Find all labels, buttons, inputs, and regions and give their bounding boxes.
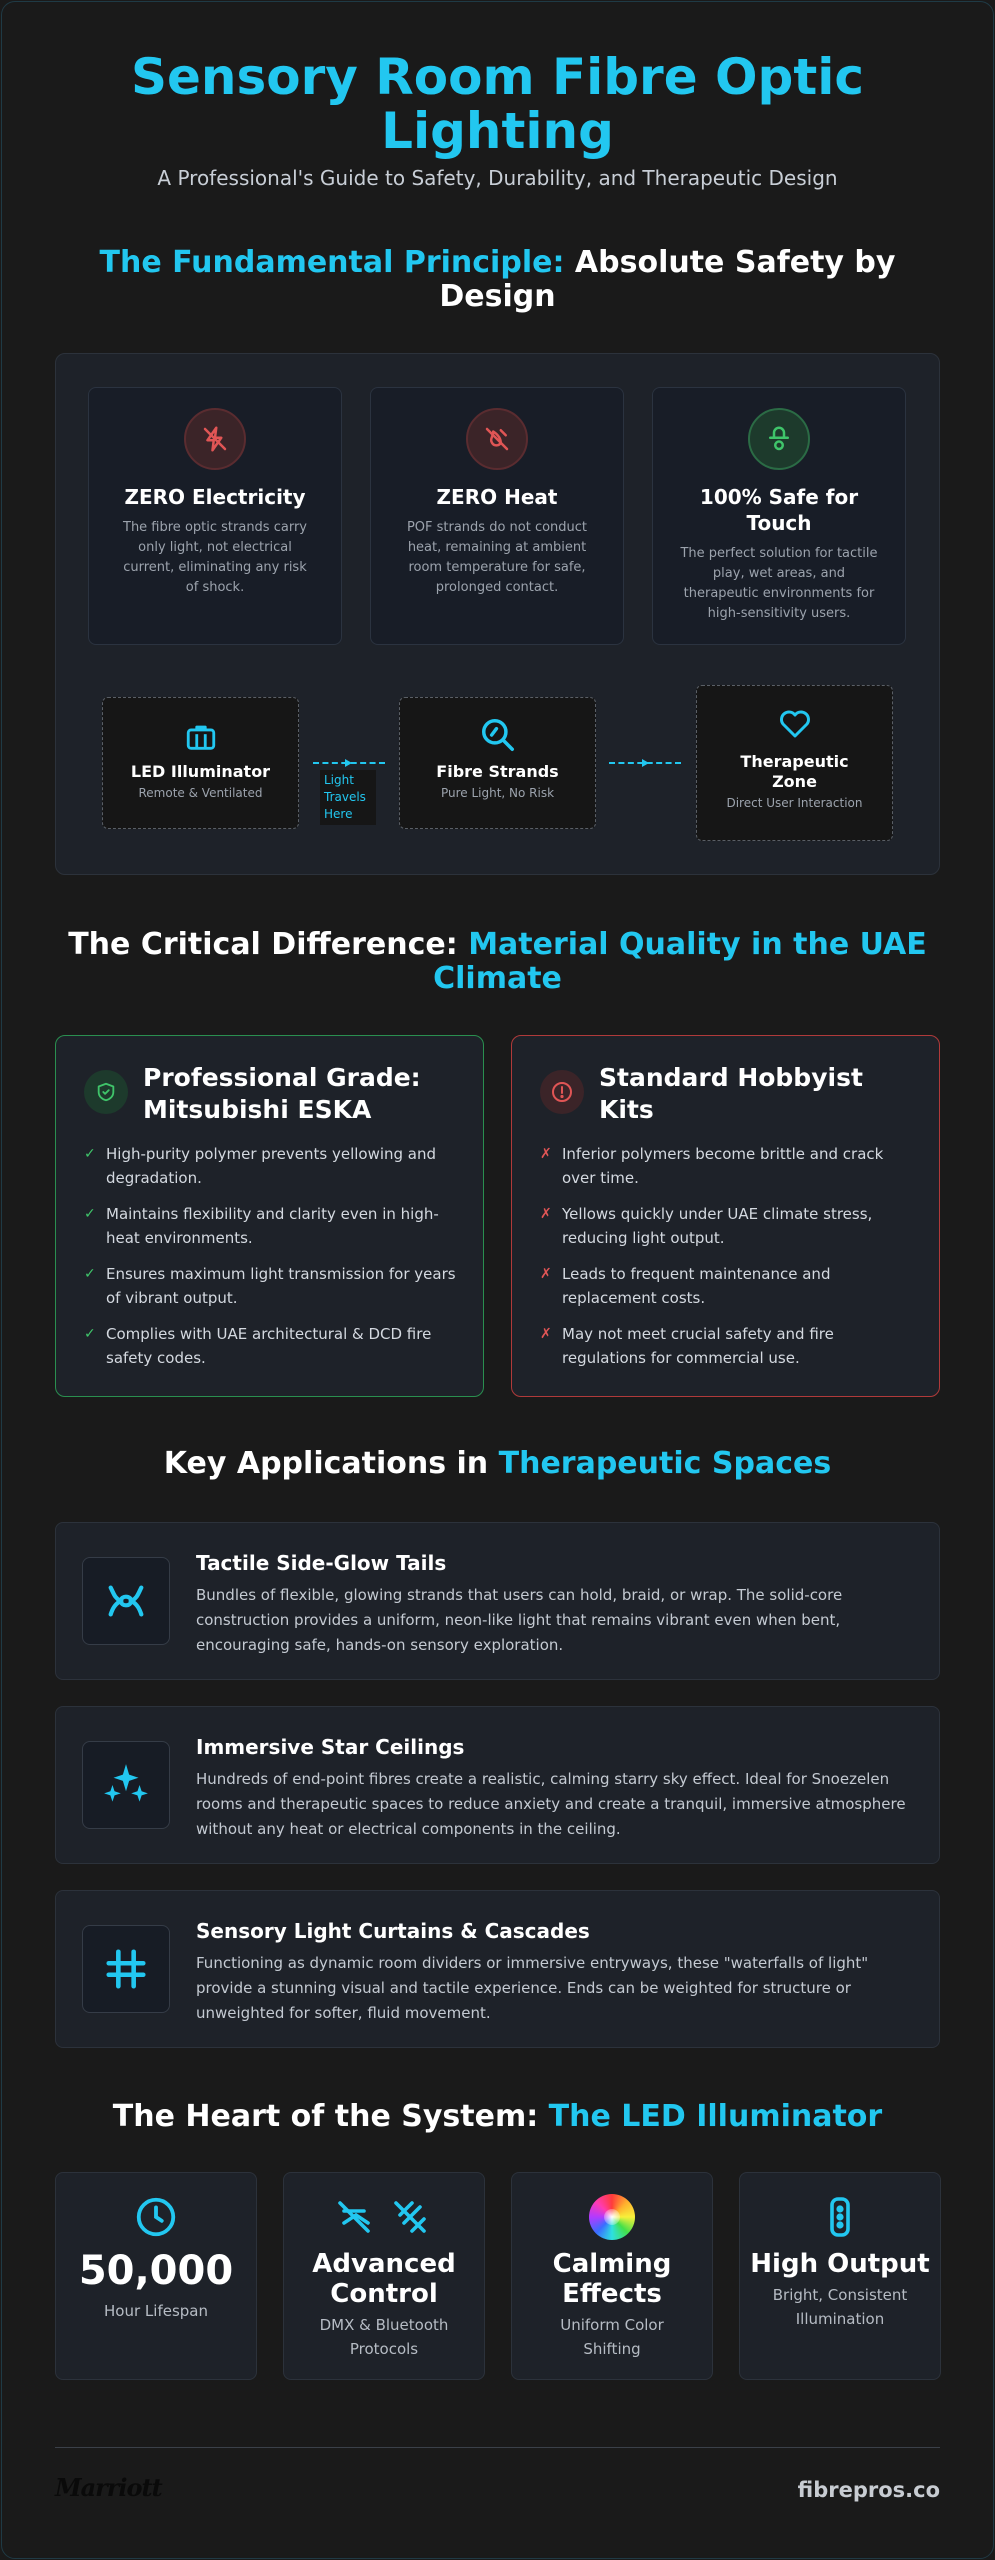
flow-title: Fibre Strands [436,762,559,781]
footer-divider [55,2447,940,2448]
list-item: ✗ May not meet crucial safety and fire regulations for commercial use. [540,1325,834,1367]
application-title: Sensory Light Curtains & Cascades [196,1919,590,1943]
stat-lifespan [55,2172,257,2380]
color-wheel-icon [512,2193,712,2241]
flow-title: LED Illuminator [130,762,271,781]
safety-card-heat [370,387,624,645]
led-strip-icon [740,2193,940,2241]
difference-heading [60,928,935,996]
flow-title: Therapeutic Zone [740,752,849,791]
list-item: ✗ Leads to frequent maintenance and replacement costs. [540,1265,831,1307]
application-text: Hundreds of end-point fibres create a realistic, calming starry sky effect. Ideal for Snoezelen rooms and therapeutic spaces to reduce anxiety and create a tranquil, immersive atmosphere without any heat or electrical components in the ceiling. [196,1770,906,1838]
stat-sub: Bright, Consistent Illumination [772,2286,908,2328]
applications-heading-rest: Key Applications in [163,1446,489,1481]
list-item: ✗ Yellows quickly under UAE climate stress, reducing light output. [540,1205,873,1247]
flow-led-illuminator [102,697,299,829]
flow-fibre-strands [399,697,596,829]
flow-note: Light Travels Here [320,770,376,825]
tails-icon [82,1557,170,1645]
card-text: The fibre optic strands carry only light, not electrical current, eliminating any risk of shock. [123,520,307,595]
page-title: Sensory Room Fibre Optic Lighting [130,48,865,160]
list-item: ✓ Maintains flexibility and clarity even in high-heat environments. [84,1205,439,1247]
alert-circle-icon [540,1070,584,1114]
principle-heading-accent: The Fundamental Principle: [99,245,565,280]
list-item: ✓ Complies with UAE architectural & DCD fire safety codes. [84,1325,432,1367]
list-item: ✓ High-purity polymer prevents yellowing and degradation. [84,1145,437,1187]
bluetooth-off-icon [284,2193,484,2241]
application-title: Immersive Star Ceilings [196,1735,465,1759]
hash-icon [82,1925,170,2013]
card-title: 100% Safe for Touch [699,485,859,535]
safety-card-electricity [88,387,342,645]
stat-sub: DMX & Bluetooth Protocols [319,2316,449,2358]
illuminator-heading-accent: The LED Illuminator [548,2099,883,2134]
search-icon [400,716,595,754]
flow-therapeutic-zone [696,685,893,841]
application-side-glow [55,1522,940,1680]
flow-arrow [642,759,649,767]
stat-output [739,2172,941,2380]
applications-heading-accent: Therapeutic Spaces [498,1446,832,1481]
application-light-curtains [55,1890,940,2048]
stat-sub: Uniform Color Shifting [560,2316,664,2358]
clock-icon [56,2193,256,2241]
card-title: ZERO Heat [436,485,558,509]
sparkles-icon [82,1741,170,1829]
marriott-logo[interactable]: Marriott [55,2473,162,2502]
stat-effects [511,2172,713,2380]
card-title: Professional Grade: Mitsubishi ESKA [143,1063,421,1124]
flow-arrow [345,759,352,767]
stat-value: 50,000 [78,2248,234,2294]
page-subtitle: A Professional's Guide to Safety, Durability, and Therapeutic Design [157,166,838,190]
heart-icon [697,706,892,742]
safety-card-touch [652,387,906,645]
card-text: POF strands do not conduct heat, remaining at ambient room temperature for safe, prolonged contact. [406,520,588,595]
professional-grade-card [55,1035,484,1397]
shield-check-icon [84,1070,128,1114]
card-title: ZERO Electricity [124,485,306,509]
flow-sub: Remote & Ventilated [138,786,263,800]
flow-sub: Pure Light, No Risk [440,786,555,800]
site-link[interactable]: fibrepros.co [797,2478,940,2502]
hobby-list [540,1142,920,1382]
difference-heading-rest: The Critical Difference: [68,927,458,962]
card-title: Standard Hobbyist Kits [599,1063,863,1124]
card-text: The perfect solution for tactile play, wet areas, and therapeutic environments for high-sensitivity users. [680,546,878,621]
principle-heading-rest: Absolute Safety by Design [439,245,896,314]
flow-sub: Direct User Interaction [726,796,863,810]
illuminator-heading [60,2100,935,2134]
stat-title: High Output [750,2249,930,2279]
stat-control [283,2172,485,2380]
stat-title: Calming Effects [552,2249,672,2309]
pro-list [84,1142,464,1382]
application-star-ceilings [55,1706,940,1864]
hobbyist-kits-card [511,1035,940,1397]
list-item: ✓ Ensures maximum light transmission for years of vibrant output. [84,1265,456,1307]
difference-heading-accent: Material Quality in the UAE Climate [433,927,927,996]
stat-sub: Hour Lifespan [104,2302,208,2320]
principle-heading [60,246,935,314]
no-heat-icon [466,408,528,470]
application-title: Tactile Side-Glow Tails [196,1551,447,1575]
stat-title: Advanced Control [312,2249,456,2309]
illuminator-heading-rest: The Heart of the System: [112,2099,539,2134]
no-electricity-icon [184,408,246,470]
application-text: Bundles of flexible, glowing strands that users can hold, braid, or wrap. The solid-core construction provides a uniform, neon-like light that remains vibrant even when bent, encouraging safe, hands-on sensory exploration. [196,1586,843,1654]
application-text: Functioning as dynamic room dividers or immersive entryways, these "waterfalls of light" provide a stunning visual and tactile experience. Ends can be weighted for structure or unweighted for softer, fluid movement. [196,1954,869,2022]
briefcase-icon [103,720,298,754]
safe-touch-icon [748,408,810,470]
list-item: ✗ Inferior polymers become brittle and crack over time. [540,1145,884,1187]
applications-heading [60,1447,935,1481]
